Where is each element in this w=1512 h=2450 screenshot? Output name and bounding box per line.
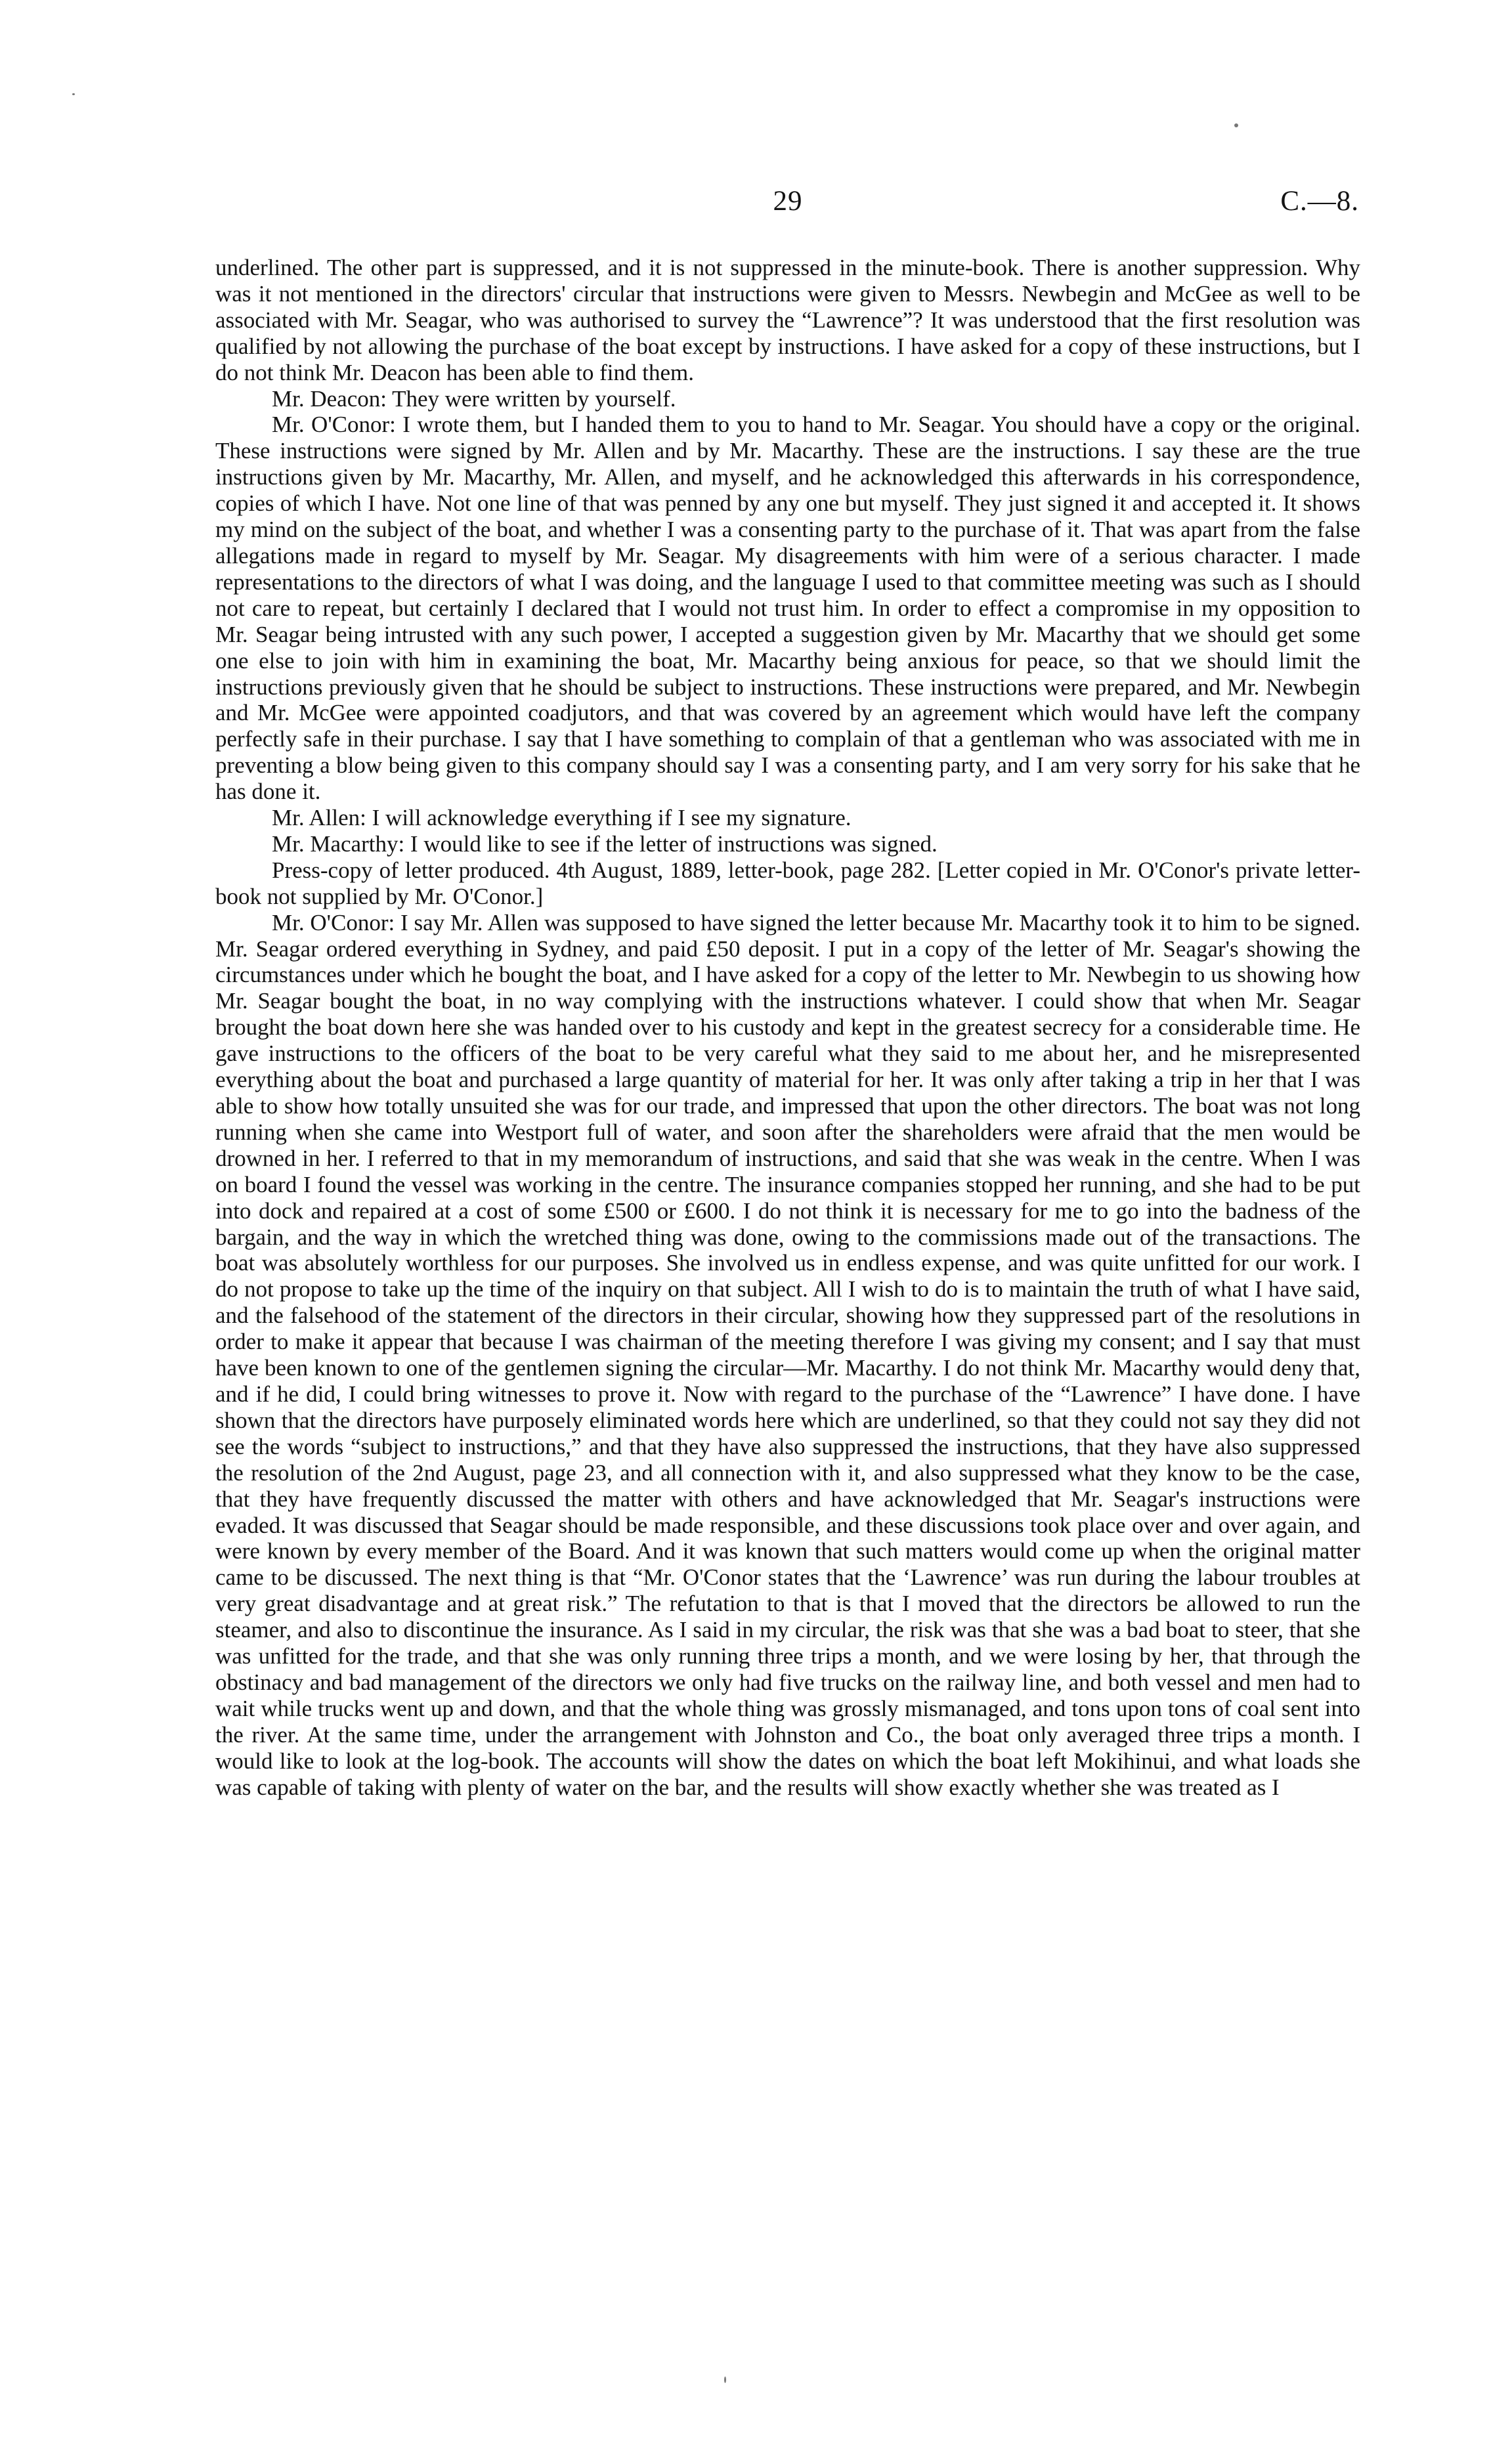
paragraph-oconor-instructions: Mr. O'Conor: I wrote them, but I handed them to you to hand to Mr. Seagar. You should have a copy or the original. These instructions were signed by Mr. Allen and by Mr. Macarthy. These are the instructions. I say these are the true instructions given by Mr. Macarthy, Mr. Allen, and myself, and he acknowledged this afterwards in his correspondence, copies of which I have. Not one line of that was penned by any one but myself. They just signed it and accepted it. It shows my mind on the subject of the boat, and whether I was a consenting party to the purchase of it. That was apart from the false allegations made in regard to myself by Mr. Seagar. My disagreements with him were of a serious character. I made representations to the directors of what I was doing, and the language I used to that committee meeting was such as I should not care to repeat, but certainly I declared that I would not trust him. In order to effect a compromise in my opposition to Mr. Seagar being intrusted with any such power, I accepted a suggestion given by Mr. Macarthy that we should get some one else to join with him in examining the boat, Mr. Macarthy being anxious for peace, so that we should limit the instructions previously given that he should be subject to instructions. These instructions were prepared, and Mr. Newbegin and Mr. McGee were appointed coadjutors, and that was covered by an agreement which would have left the company perfectly safe in their purchase. I say that I have something to complain of that a gentleman who was associated with me in preventing a blow being given to this company should say I was a consenting party, and I am very sorry for his sake that he has done it. <box>215 412 1360 805</box>
page-number: 29 <box>773 186 803 217</box>
paper-speck <box>724 2376 726 2383</box>
paragraph-deacon-reply: Mr. Deacon: They were written by yourself. <box>272 385 676 412</box>
paper-speck <box>72 93 75 95</box>
paragraph-continued: underlined. The other part is suppressed, and it is not suppressed in the minute-book. There is another suppression. Why was it not mentioned in the directors' circular that instructions were given to Messrs. Newbegin and McGee as well to be associated with Mr. Seagar, who was authorised to survey the “Lawrence”? It was understood that the first resolution was qualified by not allowing the purchase of the boat except by instructions. I have asked for a copy of these instructions, but I do not think Mr. Deacon has been able to find them. <box>215 255 1360 385</box>
paragraph-macarthy-reply: Mr. Macarthy: I would like to see if the letter of instructions was signed. <box>272 830 938 857</box>
paragraph-allen-reply: Mr. Allen: I will acknowledge everything if I see my signature. <box>272 805 852 831</box>
paragraph-press-copy-note: Press-copy of letter produced. 4th August, 1889, letter-book, page 282. [Letter copied in Mr. O'Conor's private letter-book not supplied by Mr. O'Conor.] <box>215 857 1360 909</box>
paper-speck <box>1234 123 1238 127</box>
document-code: C.—8. <box>1280 186 1359 217</box>
page-header <box>217 185 1359 225</box>
paragraph-oconor-statement: Mr. O'Conor: I say Mr. Allen was supposed to have signed the letter because Mr. Macarthy took it to him to be signed. Mr. Seagar ordered everything in Sydney, and paid £50 deposit. I put in a copy of the letter of Mr. Seagar's showing the circumstances under which he bought the boat, and I have asked for a copy of the letter to Mr. Newbegin to us showing how Mr. Seagar bought the boat, in no way complying with the instructions whatever. I could show that when Mr. Seagar brought the boat down here she was handed over to his custody and kept in the greatest secrecy for a considerable time. He gave instructions to the officers of the boat to be very careful what they said to me about her, and he misrepresented everything about the boat and purchased a large quantity of material for her. It was only after taking a trip in her that I was able to show how totally unsuited she was for our trade, and impressed that upon the other directors. The boat was not long running when she came into Westport full of water, and soon after the shareholders were afraid that the men would be drowned in her. I referred to that in my memorandum of instructions, and said that she was weak in the centre. When I was on board I found the vessel was working in the centre. The insurance companies stopped her running, and she had to be put into dock and repaired at a cost of some £500 or £600. I do not think it is necessary for me to go into the badness of the bargain, and the way in which the wretched thing was done, owing to the commissions made out of the transactions. The boat was absolutely worthless for our purposes. She involved us in endless expense, and was quite unfitted for our work. I do not propose to take up the time of the inquiry on that subject. All I wish to do is to maintain the truth of what I have said, and the falsehood of the statement of the directors in their circular, showing how they suppressed part of the resolutions in order to make it appear that because I was chairman of the meeting therefore I was giving my consent; and I say that must have been known to one of the gentlemen signing the circular—Mr. Macarthy. I do not think Mr. Macarthy would deny that, and if he did, I could bring witnesses to prove it. Now with regard to the purchase of the “Lawrence” I have done. I have shown that the directors have purposely eliminated words here which are underlined, so that they could not say they did not see the words “subject to instructions,” and that they have also suppressed the instructions, that they have also suppressed the resolution of the 2nd August, page 23, and all connection with it, and also suppressed what they know to be the case, that they have frequently discussed the matter with others and have acknowledged that Mr. Seagar's instructions were evaded. It was discussed that Seagar should be made responsible, and these discussions took place over and over again, and were known by every member of the Board. And it was known that such matters would come up when the original matter came to be discussed. The next thing is that “Mr. O'Conor states that the ‘Lawrence’ was run during the labour troubles at very great disadvantage and at great risk.” The refutation to that is that I moved that the directors be allowed to run the steamer, and also to discontinue the insurance. As I said in my circular, the risk was that she was a bad boat to steer, that she was unfitted for the trade, and that she was only running three trips a month, and we were losing by her, that through the obstinacy and bad management of the directors we only had five trucks on the railway line, and both vessel and men had to wait while trucks went up and down, and that the whole thing was grossly mismanaged, and tons upon tons of coal sent into the river. At the same time, under the arrangement with Johnston and Co., the boat only averaged three trips a month. I would like to look at the log-book. The accounts will show the dates on which the boat left Mokihinui, and what loads she was capable of taking with plenty of water on the bar, and the results will show exactly whether she was treated as I <box>215 909 1360 1800</box>
body-text <box>215 255 1360 1800</box>
